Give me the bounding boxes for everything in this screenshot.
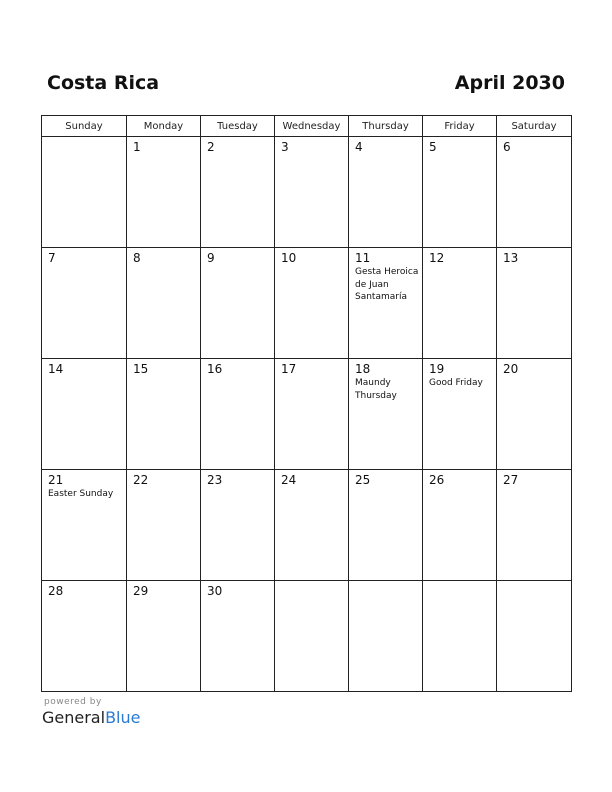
- day-cell: [127, 137, 201, 248]
- day-number: 18: [355, 362, 371, 376]
- event-label: Good Friday: [429, 378, 483, 388]
- day-number: 22: [133, 473, 149, 487]
- day-number: 5: [429, 140, 437, 154]
- day-cell: [127, 248, 201, 359]
- day-cell: [275, 581, 349, 692]
- weekday-sunday: Sunday: [42, 116, 127, 137]
- day-number: 26: [429, 473, 445, 487]
- country-title: Costa Rica: [47, 72, 160, 94]
- day-number: 13: [503, 251, 519, 265]
- event-label: Easter Sunday: [48, 489, 114, 499]
- day-cell: [201, 470, 275, 581]
- day-number: 9: [207, 251, 215, 265]
- day-cell: [497, 359, 572, 470]
- day-cell: [497, 581, 572, 692]
- day-cell: [201, 137, 275, 248]
- day-cell: [423, 248, 497, 359]
- day-cell: [42, 248, 127, 359]
- event-label: Maundy Thursday: [355, 378, 397, 401]
- day-number: 1: [133, 140, 141, 154]
- day-cell: [423, 581, 497, 692]
- day-cell: [275, 137, 349, 248]
- day-number: 15: [133, 362, 149, 376]
- day-cell: [275, 470, 349, 581]
- day-number: 27: [503, 473, 519, 487]
- day-cell: [127, 359, 201, 470]
- day-cell: [423, 359, 497, 470]
- day-number: 16: [207, 362, 223, 376]
- powered-by-text: powered by: [44, 697, 102, 707]
- day-cell: [42, 137, 127, 248]
- day-number: 10: [281, 251, 297, 265]
- day-number: 29: [133, 584, 149, 598]
- weekday-wednesday: Wednesday: [275, 116, 349, 137]
- day-cell: [42, 581, 127, 692]
- day-number: 2: [207, 140, 215, 154]
- day-number: 20: [503, 362, 519, 376]
- day-number: 28: [48, 584, 64, 598]
- day-cell: [275, 359, 349, 470]
- day-cell: [423, 470, 497, 581]
- day-cell: [201, 248, 275, 359]
- day-cell: [423, 137, 497, 248]
- day-cell: [127, 470, 201, 581]
- week-row-3: [42, 359, 572, 470]
- week-row-4: [42, 470, 572, 581]
- day-cell: [127, 581, 201, 692]
- day-number: 23: [207, 473, 223, 487]
- weekday-friday: Friday: [423, 116, 497, 137]
- weekday-monday: Monday: [127, 116, 201, 137]
- day-cell: [42, 359, 127, 470]
- week-row-2: [42, 248, 572, 359]
- week-row-1: [42, 137, 572, 248]
- day-number: 30: [207, 584, 223, 598]
- day-number: 7: [48, 251, 56, 265]
- day-number: 8: [133, 251, 141, 265]
- generalblue-logo[interactable]: [42, 708, 140, 727]
- day-cell: [349, 359, 423, 470]
- day-cell: [275, 248, 349, 359]
- brand-part-blue: Blue: [105, 708, 141, 727]
- month-year-title: April 2030: [454, 72, 565, 94]
- day-number: 12: [429, 251, 445, 265]
- day-cell: [42, 470, 127, 581]
- weekday-tuesday: Tuesday: [201, 116, 275, 137]
- day-cell: [497, 248, 572, 359]
- day-cell: [349, 137, 423, 248]
- day-number: 21: [48, 473, 64, 487]
- footer-branding: [42, 697, 140, 727]
- weekday-saturday: Saturday: [497, 116, 572, 137]
- calendar-grid: [41, 115, 572, 692]
- day-number: 19: [429, 362, 445, 376]
- day-number: 6: [503, 140, 511, 154]
- day-number: 17: [281, 362, 297, 376]
- event-label: Gesta Heroica de Juan Santamaría: [355, 267, 419, 302]
- brand-part-general: General: [42, 708, 106, 727]
- day-cell: [497, 137, 572, 248]
- day-number: 3: [281, 140, 289, 154]
- day-number: 14: [48, 362, 64, 376]
- day-cell: [349, 581, 423, 692]
- day-cell: [497, 470, 572, 581]
- weekday-header-row: [42, 116, 572, 137]
- day-cell: [201, 359, 275, 470]
- day-number: 11: [355, 251, 371, 265]
- day-number: 24: [281, 473, 297, 487]
- day-cell: [349, 470, 423, 581]
- day-number: 4: [355, 140, 363, 154]
- day-cell: [201, 581, 275, 692]
- weekday-thursday: Thursday: [349, 116, 423, 137]
- day-number: 25: [355, 473, 371, 487]
- day-cell: [349, 248, 423, 359]
- week-row-5: [42, 581, 572, 692]
